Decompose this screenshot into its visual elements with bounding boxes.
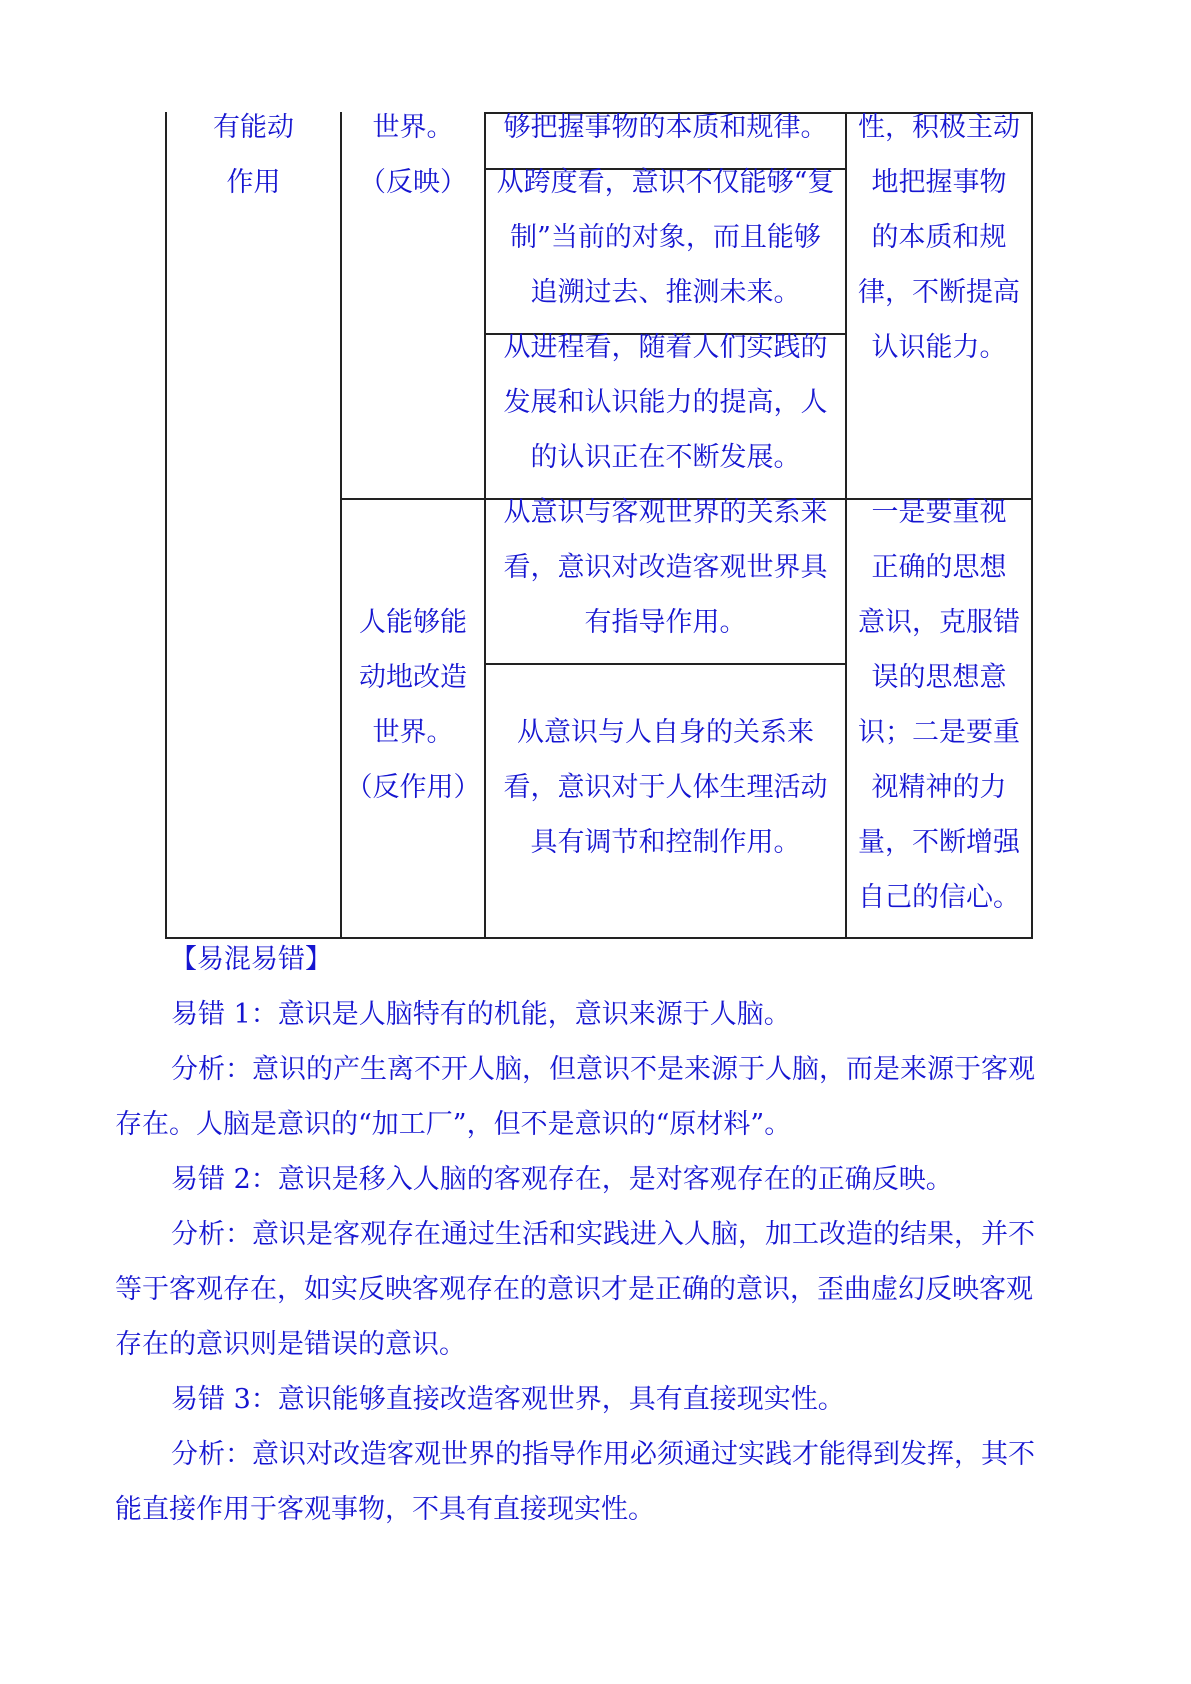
row1-item-1-line: 够把握事物的本质和规律。 <box>503 112 828 143</box>
row1-col2-line: 世界。 <box>372 112 454 143</box>
row1-item-3-line: 的认识正在不断发展。 <box>530 442 801 473</box>
row2-col4-cell <box>847 485 1031 925</box>
row1-item-2-line: 追溯过去、推测未来。 <box>530 277 801 308</box>
row1-col4-line: 地把握事物 <box>871 167 1007 198</box>
row1-item-3-line: 发展和认识能力的提高，人 <box>503 387 828 418</box>
row2-col2-cell <box>342 595 484 815</box>
paragraph-6 <box>115 1427 1085 1537</box>
row1-col4-line: 认识能力。 <box>871 332 1007 363</box>
section-heading <box>170 932 1140 987</box>
paragraph-line: 等于客观存在，如实反映客观存在的意识才是正确的意识，歪曲虚幻反映客观 <box>115 1274 1033 1305</box>
paragraph-line: 易错 2：意识是移入人脑的客观存在，是对客观存在的正确反映。 <box>171 1164 953 1195</box>
row1-col2-cell <box>342 100 484 210</box>
table-border-left <box>165 112 167 938</box>
row2-col4-line: 意识，克服错 <box>858 607 1020 638</box>
row2-col2-line: 世界。 <box>372 717 454 748</box>
col1-line: 有能动 <box>213 112 294 143</box>
row2-col4-line: 正确的思想 <box>871 552 1007 583</box>
row2-col4-line: 误的思想意 <box>871 662 1007 693</box>
paragraph-line: 分析：意识的产生离不开人脑，但意识不是来源于人脑，而是来源于客观 <box>171 1054 1035 1085</box>
row1-col4-line: 律，不断提高 <box>858 277 1020 308</box>
row2-col4-line: 视精神的力 <box>871 772 1007 803</box>
paragraph-1 <box>115 987 1085 1042</box>
row2-item-1-line: 从意识与客观世界的关系来 <box>503 497 828 528</box>
paragraph-line: 易错 3：意识能够直接改造客观世界，具有直接现实性。 <box>171 1384 845 1415</box>
row1-col2-line: （反映） <box>359 167 467 198</box>
paragraph-3 <box>115 1152 1085 1207</box>
paragraph-line: 存在的意识则是错误的意识。 <box>115 1329 466 1360</box>
row2-item-2 <box>486 705 845 870</box>
paragraph-line: 分析：意识对改造客观世界的指导作用必须通过实践才能得到发挥，其不 <box>171 1439 1035 1470</box>
row1-col4-cell <box>847 100 1031 375</box>
paragraph-line: 存在。人脑是意识的“加工厂”，但不是意识的“原材料”。 <box>115 1109 792 1140</box>
row2-item-2-line: 具有调节和控制作用。 <box>530 827 801 858</box>
row1-col4-line: 性，积极主动 <box>858 112 1020 143</box>
table-line-item4 <box>484 663 846 665</box>
row1-item-3-line: 从进程看，随着人们实践的 <box>503 332 828 363</box>
row1-item-1 <box>486 100 845 155</box>
row2-col2-line: （反作用） <box>345 772 481 803</box>
section-heading-text: 【易混易错】 <box>170 944 332 975</box>
row1-col4-line: 的本质和规 <box>871 222 1007 253</box>
row2-item-2-line: 从意识与人自身的关系来 <box>517 717 814 748</box>
row1-item-3 <box>486 320 845 485</box>
row1-item-2-line: 从跨度看，意识不仅能够“复 <box>496 167 835 198</box>
row2-col4-line: 自己的信心。 <box>858 882 1020 913</box>
col1-cell <box>167 100 340 210</box>
row2-col2-line: 人能够能 <box>359 607 467 638</box>
row2-item-1-line: 有指导作用。 <box>584 607 747 638</box>
row1-item-2 <box>486 155 845 320</box>
row2-col2-line: 动地改造 <box>359 662 467 693</box>
row1-item-2-line: 制”当前的对象，而且能够 <box>510 222 821 253</box>
table-border-right <box>1031 112 1033 938</box>
col1-line: 作用 <box>226 167 281 198</box>
paragraph-line: 能直接作用于客观事物，不具有直接现实性。 <box>115 1494 655 1525</box>
row2-item-2-line: 看，意识对于人体生理活动 <box>503 772 828 803</box>
row2-col4-line: 识；二是要重 <box>858 717 1020 748</box>
paragraph-4 <box>115 1207 1085 1372</box>
paragraph-2 <box>115 1042 1085 1152</box>
paragraph-5 <box>115 1372 1085 1427</box>
row2-item-1-line: 看，意识对改造客观世界具 <box>503 552 828 583</box>
row2-col4-line: 一是要重视 <box>871 497 1007 528</box>
paragraph-line: 易错 1：意识是人脑特有的机能，意识来源于人脑。 <box>171 999 791 1030</box>
paragraph-line: 分析：意识是客观存在通过生活和实践进入人脑，加工改造的结果，并不 <box>171 1219 1035 1250</box>
row2-item-1 <box>486 485 845 650</box>
row2-col4-line: 量，不断增强 <box>858 827 1020 858</box>
